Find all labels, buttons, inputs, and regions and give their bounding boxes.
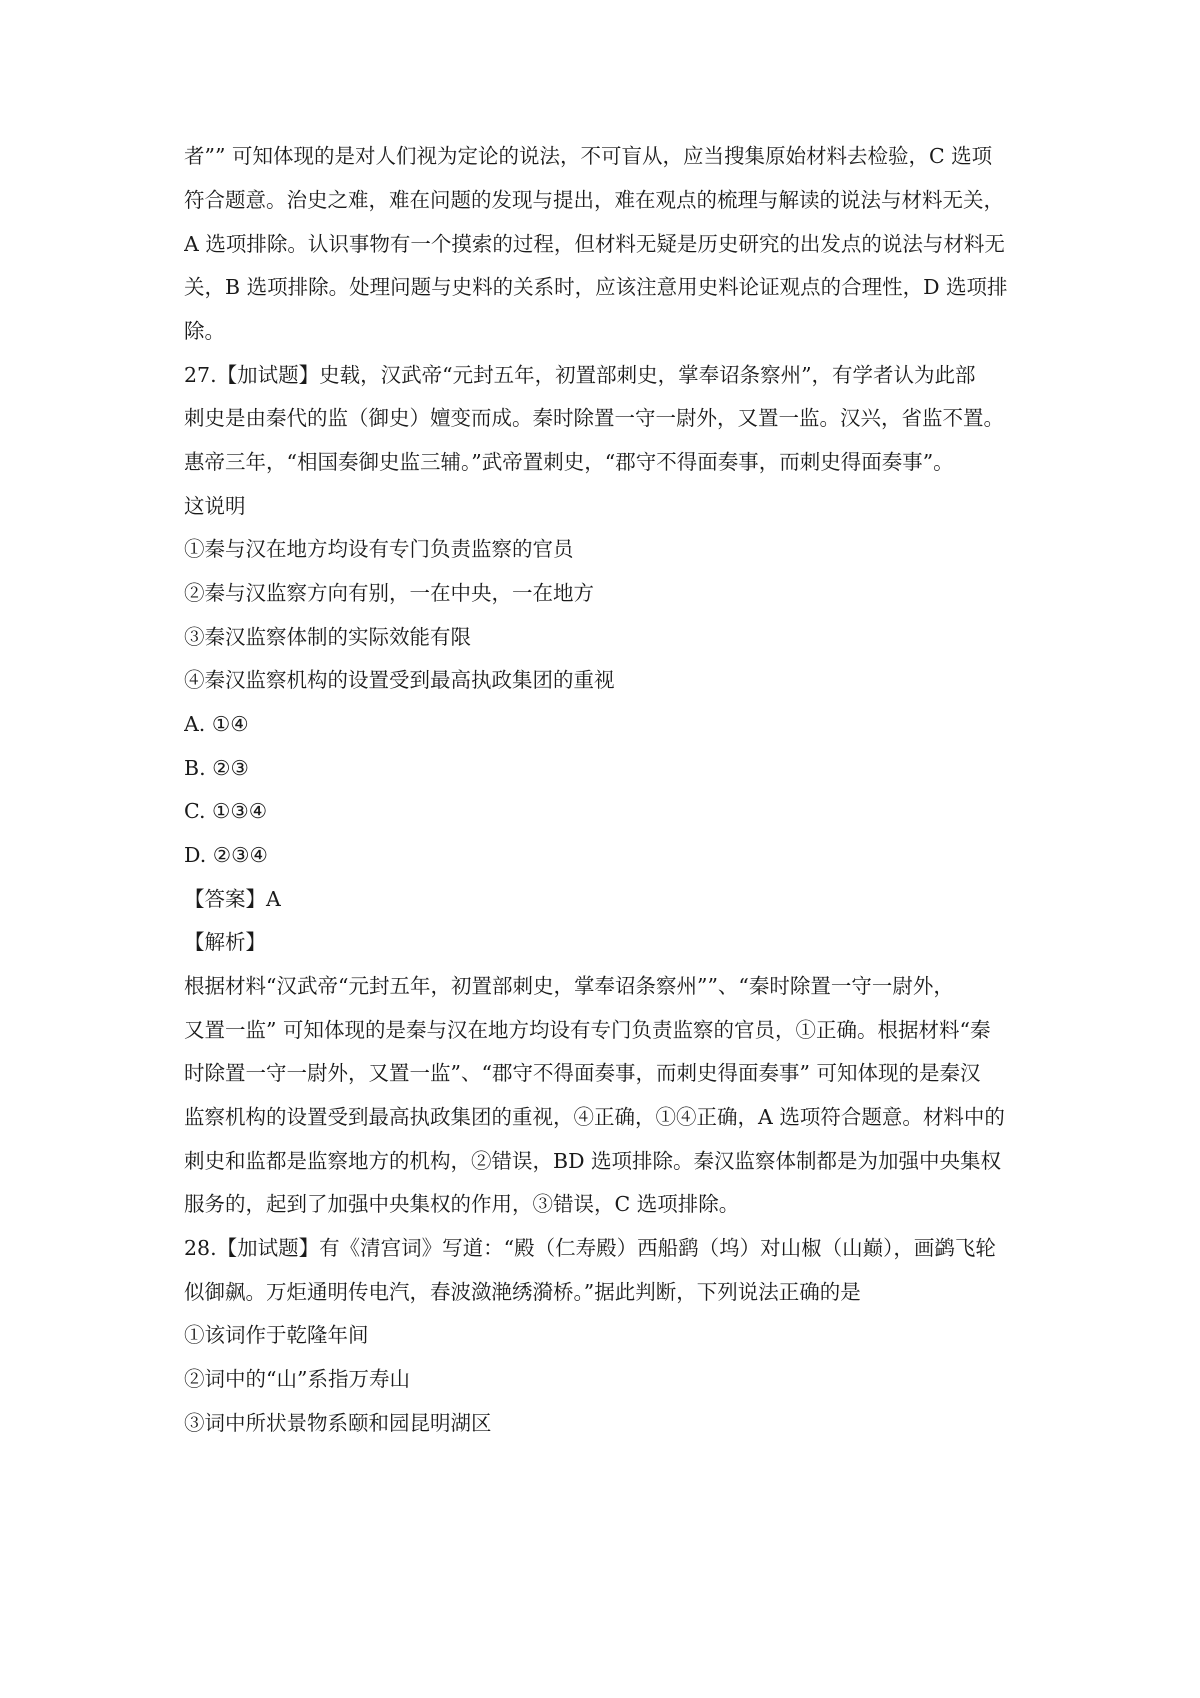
question-27-stem: 27.【加试题】史载，汉武帝“元封五年，初置部刺史，掌奉诏条察州”，有学者认为此部 (184, 363, 976, 387)
text-line: 这说明 (184, 494, 246, 518)
statement-item: ①该词作于乾隆年间 (184, 1323, 369, 1347)
text-line: 除。 (184, 319, 225, 343)
option-a: A. ①④ (184, 712, 249, 736)
text-line: 刺史是由秦代的监（御史）嬗变而成。秦时除置一守一尉外，又置一监。汉兴，省监不置。 (184, 406, 1004, 430)
statement-item: ②秦与汉监察方向有别，一在中央，一在地方 (184, 581, 594, 605)
statement-item: ②词中的“山”系指万寿山 (184, 1367, 410, 1391)
analysis-label: 【解析】 (184, 930, 266, 954)
question-28-stem: 28.【加试题】有《清宫词》写道：“殿（仁寿殿）西船鹞（坞）对山椒（山巅），画鹢飞轮 (184, 1236, 996, 1260)
text-line: 监察机构的设置受到最高执政集团的重视，④正确，①④正确，A 选项符合题意。材料中的 (184, 1105, 1005, 1129)
text-line: 刺史和监都是监察地方的机构，②错误，BD 选项排除。秦汉监察体制都是为加强中央集权 (184, 1149, 1002, 1173)
text-line: 惠帝三年，“相国奏御史监三辅。”武帝置刺史，“郡守不得面奏事，而刺史得面奏事”。 (184, 450, 954, 474)
text-line: 服务的，起到了加强中央集权的作用，③错误，C 选项排除。 (184, 1192, 740, 1216)
statement-item: ③词中所状景物系颐和园昆明湖区 (184, 1411, 492, 1435)
statement-item: ③秦汉监察体制的实际效能有限 (184, 625, 471, 649)
statement-item: ④秦汉监察机构的设置受到最高执政集团的重视 (184, 668, 615, 692)
text-line: 者”” 可知体现的是对人们视为定论的说法，不可盲从，应当搜集原始材料去检验，C 选项 (184, 144, 993, 168)
option-c: C. ①③④ (184, 799, 268, 823)
text-line: A 选项排除。认识事物有一个摸索的过程，但材料无疑是历史研究的出发点的说法与材料无 (184, 232, 1005, 256)
text-line: 又置一监” 可知体现的是秦与汉在地方均设有专门负责监察的官员，①正确。根据材料“秦 (184, 1018, 991, 1042)
option-d: D. ②③④ (184, 843, 268, 867)
text-line: 时除置一守一尉外，又置一监”、“郡守不得面奏事，而刺史得面奏事” 可知体现的是秦汉 (184, 1061, 981, 1085)
option-b: B. ②③ (184, 756, 249, 780)
text-line: 根据材料“汉武帝“元封五年，初置部刺史，掌奉诏条察州””、“秦时除置一守一尉外， (184, 974, 954, 998)
text-line: 似御飙。万炬通明传电汽，春波潋滟绣漪桥。”据此判断，下列说法正确的是 (184, 1280, 861, 1304)
answer-label: 【答案】A (184, 887, 281, 911)
text-line: 关，B 选项排除。处理问题与史料的关系时，应该注意用史料论证观点的合理性，D 选项排 (184, 275, 1008, 299)
statement-item: ①秦与汉在地方均设有专门负责监察的官员 (184, 537, 574, 561)
text-line: 符合题意。治史之难，难在问题的发现与提出，难在观点的梳理与解读的说法与材料无关， (184, 188, 1004, 212)
